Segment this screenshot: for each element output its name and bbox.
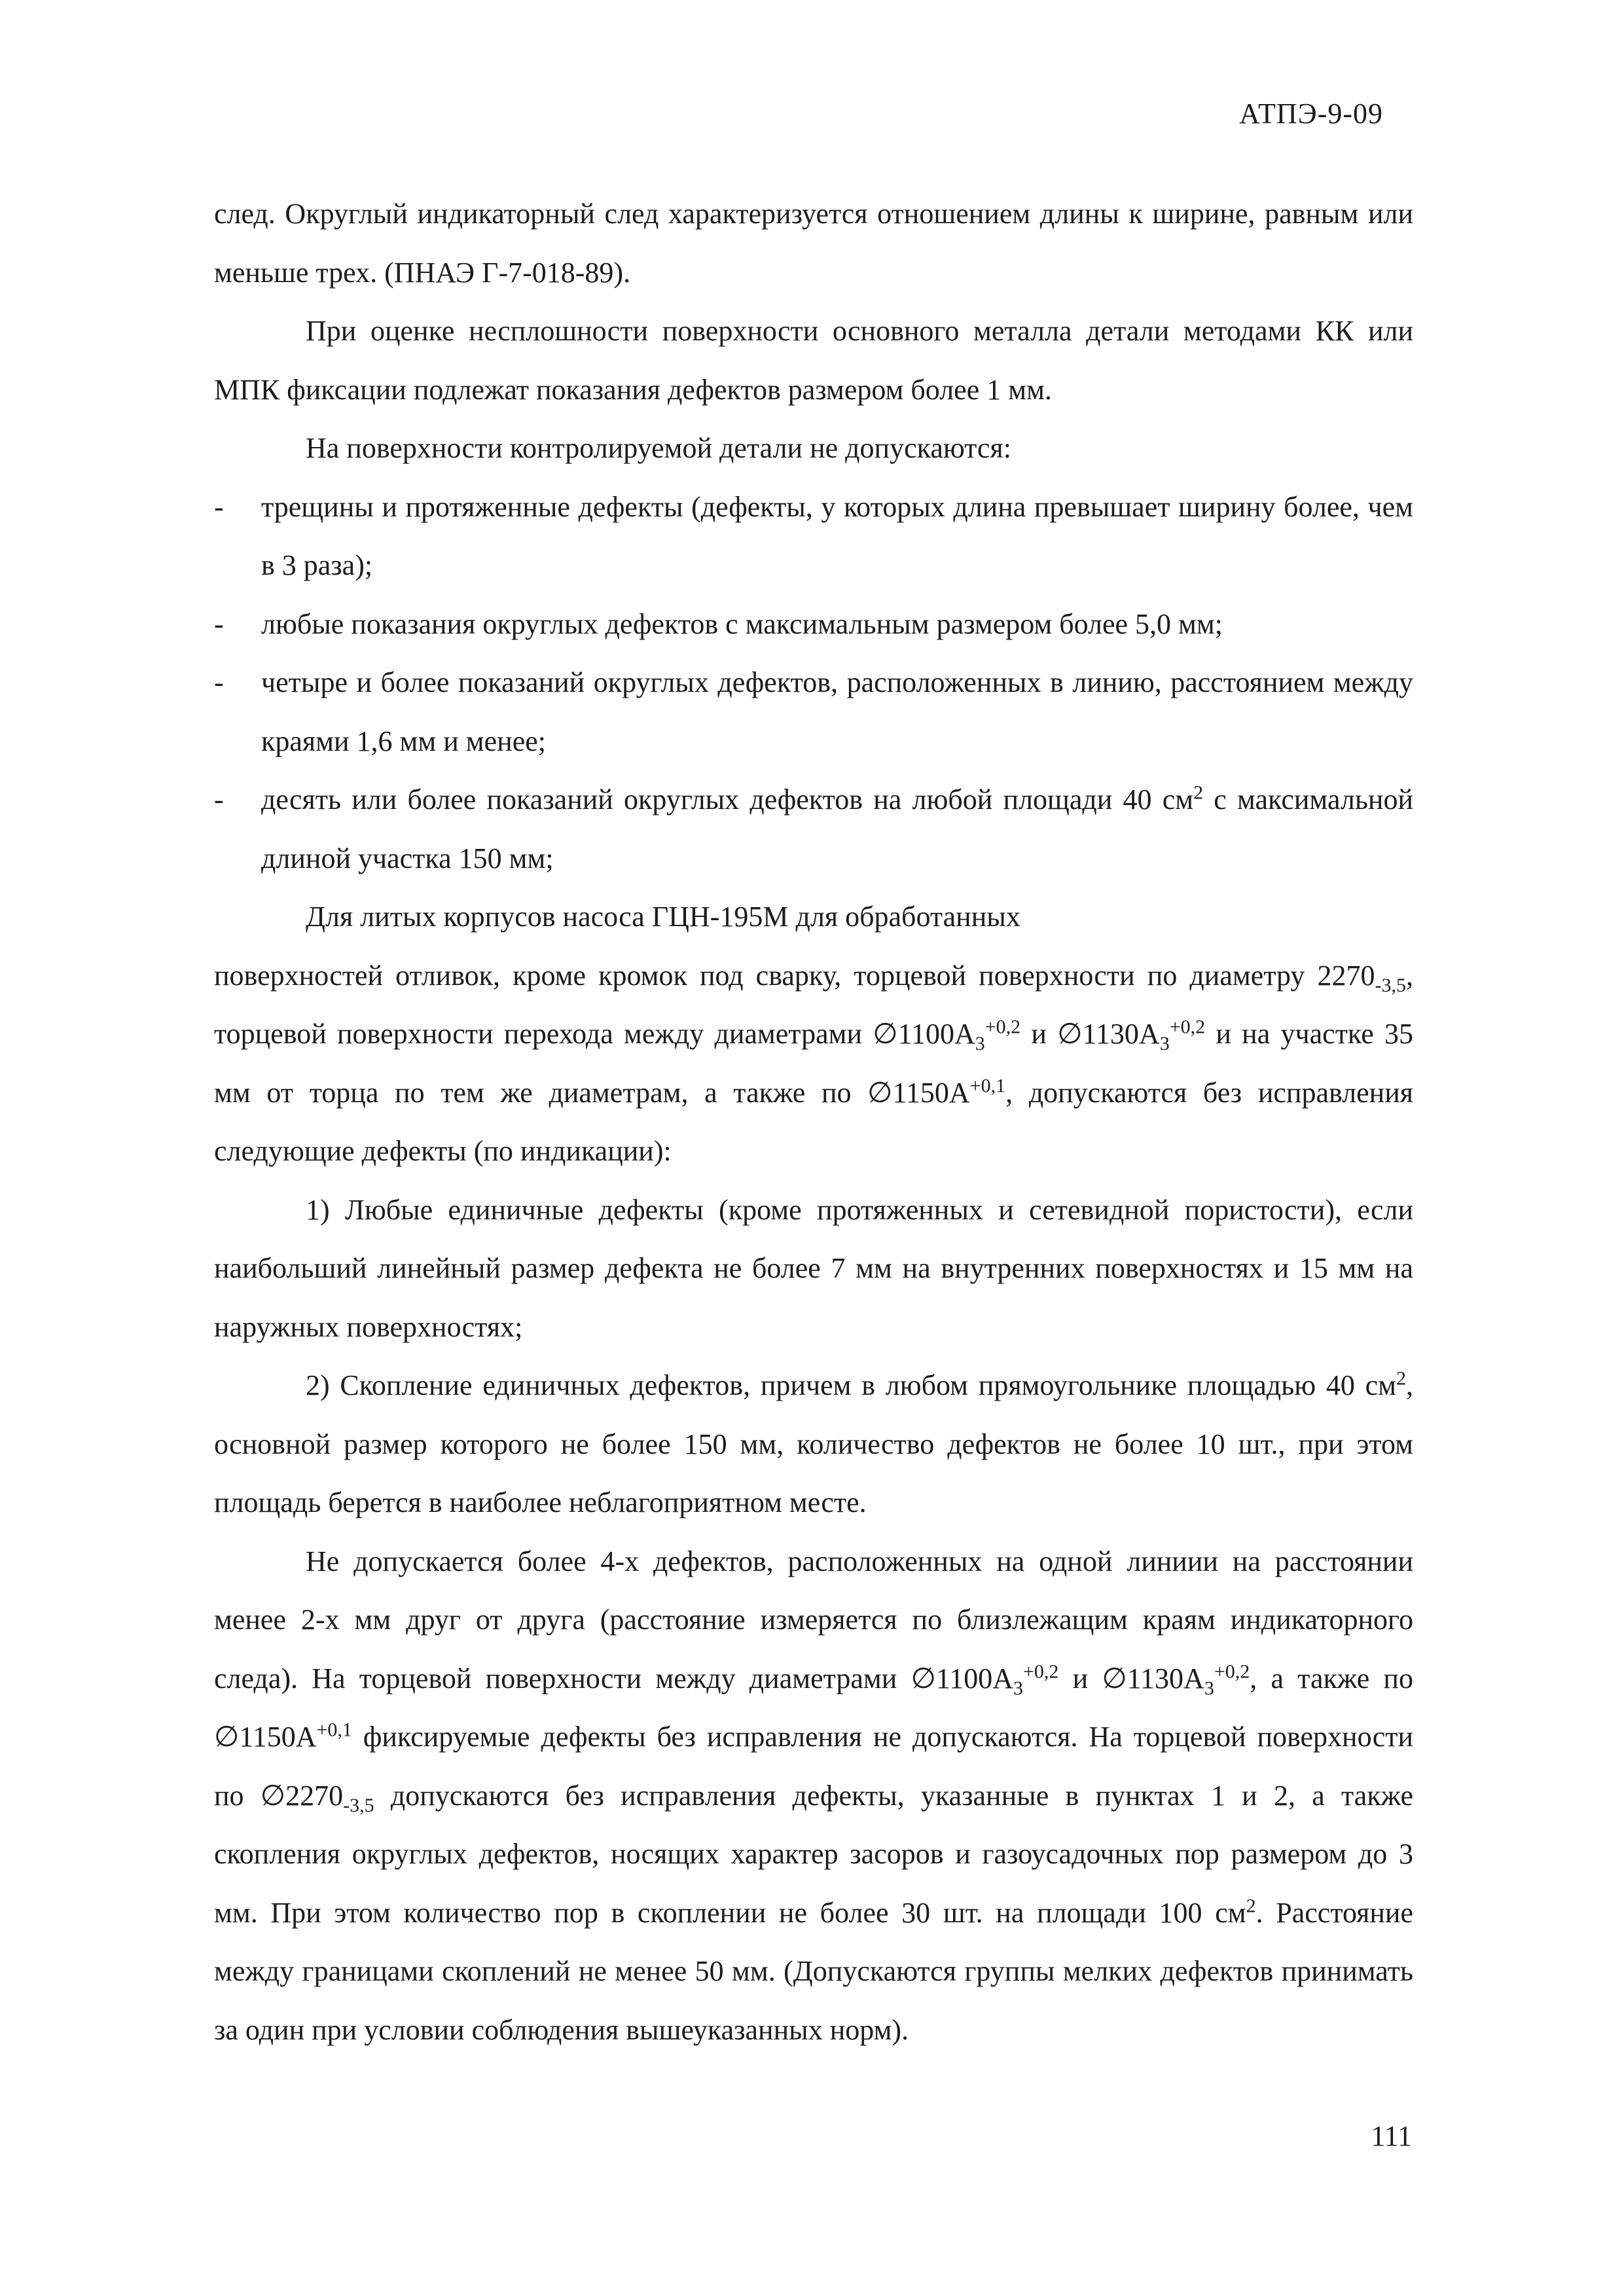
text-part: и ∅1130A	[1058, 1662, 1204, 1695]
subscript: -3,5	[1375, 974, 1406, 996]
list-dash: -	[214, 607, 224, 640]
text-part: , торцевой поверхности перехода между диаметрами ∅1100A	[214, 959, 1413, 1050]
list-item-text: любые показания округлых дефектов с максимальным размером более 5,0 мм;	[261, 607, 1223, 640]
list-item	[214, 770, 1413, 888]
text-part: допускаются без исправления дефекты, указанные в пунктах 1 и 2, а также скопления округлых дефектов, носящих характер засоров и газоусадочных пор размером до 3 мм. При этом количество пор в скоплении не более 30 шт. на площади 100 см	[214, 1779, 1414, 1929]
paragraph-item-2	[214, 1356, 1413, 1532]
list-item-text-part: с максимальной длиной участка 150 мм;	[261, 783, 1413, 874]
list-item-text: четыре и более показаний округлых дефектов, расположенных в линию, расстоянием между краями 1,6 мм и менее;	[261, 666, 1413, 757]
paragraph-pump-casing-heading: Для литых корпусов насоса ГЦН-195М для обработанных	[306, 901, 1020, 933]
text-part: , допускаются без исправления следующие дефекты (по индикации):	[214, 1076, 1413, 1167]
superscript: +0,2	[1214, 1660, 1250, 1682]
list-item-text	[261, 770, 1413, 888]
text-part: и на участке 35 мм от торца по тем же диаметрам, а также по ∅1150A	[214, 1018, 1414, 1109]
paragraph-not-allowed-intro: На поверхности контролируемой детали не допускаются:	[306, 432, 1011, 464]
superscript: +0,1	[316, 1719, 352, 1741]
paragraph-pump-casing-surfaces	[214, 946, 1413, 1181]
superscript: 2	[1193, 781, 1204, 804]
subscript: 3	[1204, 1677, 1214, 1699]
text-part: , а также по ∅1150A	[214, 1662, 1413, 1753]
list-item-text-part: десять или более показаний округлых дефектов на любой площади 40 см	[261, 783, 1194, 816]
subscript: 3	[1159, 1032, 1170, 1054]
superscript: 2	[1246, 1894, 1256, 1916]
subscript: -3,5	[343, 1794, 374, 1816]
paragraph-defect-limits	[214, 1532, 1413, 2060]
superscript: +0,2	[1022, 1660, 1059, 1682]
text-part: и ∅1130A	[1020, 1018, 1160, 1050]
subscript: 3	[1013, 1677, 1023, 1699]
list-dash: -	[214, 783, 224, 816]
superscript: 2	[1396, 1367, 1406, 1390]
text-part: поверхностей отливок, кроме кромок под сварку, торцевой поверхности по диаметру 2270	[214, 959, 1375, 992]
superscript: +0,1	[969, 1074, 1006, 1096]
document-code: АТПЭ-9-09	[1239, 98, 1383, 130]
paragraph-round-indication: след. Округлый индикаторный след характеризуется отношением длины к ширине, равным или меньше трех. (ПНАЭ Г-7-018-89).	[214, 198, 1413, 289]
page-number: 111	[1371, 2120, 1412, 2152]
list-item	[214, 478, 1413, 595]
paragraph-item-1: 1) Любые единичные дефекты (кроме протяженных и сетевидной пористости), если наибольший линейный размер дефекта не более 7 мм на внутренних поверхностях и 15 мм на наружных поверхностях;	[214, 1193, 1413, 1343]
list-item-text: трещины и протяженные дефекты (дефекты, у которых длина превышает ширину более, чем в 3 раза);	[261, 490, 1413, 581]
list-dash: -	[214, 490, 224, 523]
list-item	[214, 653, 1413, 770]
list-item	[214, 595, 1413, 654]
text-part: фиксируемые дефекты без исправления не допускаются. На торцевой поверхности по ∅2270	[214, 1721, 1413, 1812]
text-part: , основной размер которого не более 150 мм, количество дефектов не более 10 шт., при этом площадь берется в наиболее неблагоприятном месте.	[214, 1369, 1413, 1518]
text-part: . Расстояние между границами скоплений не менее 50 мм. (Допускаются группы мелких дефектов принимать за один при условии соблюдения вышеуказанных норм).	[214, 1896, 1414, 2046]
text-part: 2) Скопление единичных дефектов, причем в любом прямоугольнике площадью 40 см	[306, 1369, 1396, 1401]
list-dash: -	[214, 666, 224, 698]
superscript: +0,2	[1169, 1016, 1206, 1038]
document-body	[214, 185, 1413, 2059]
superscript: +0,2	[984, 1016, 1021, 1038]
text-part: Не допускается более 4-х дефектов, расположенных на одной линиии на расстоянии менее 2-х мм друг от друга (расстояние измеряется по близлежащим краям индикаторного следа). На торцевой поверхности между диаметрами ∅1100A	[214, 1545, 1413, 1695]
paragraph-discontinuity-assessment: При оценке несплошности поверхности основного металла детали методами КК или МПК фиксации подлежат показания дефектов размером более 1 мм.	[214, 315, 1413, 406]
subscript: 3	[975, 1032, 985, 1054]
